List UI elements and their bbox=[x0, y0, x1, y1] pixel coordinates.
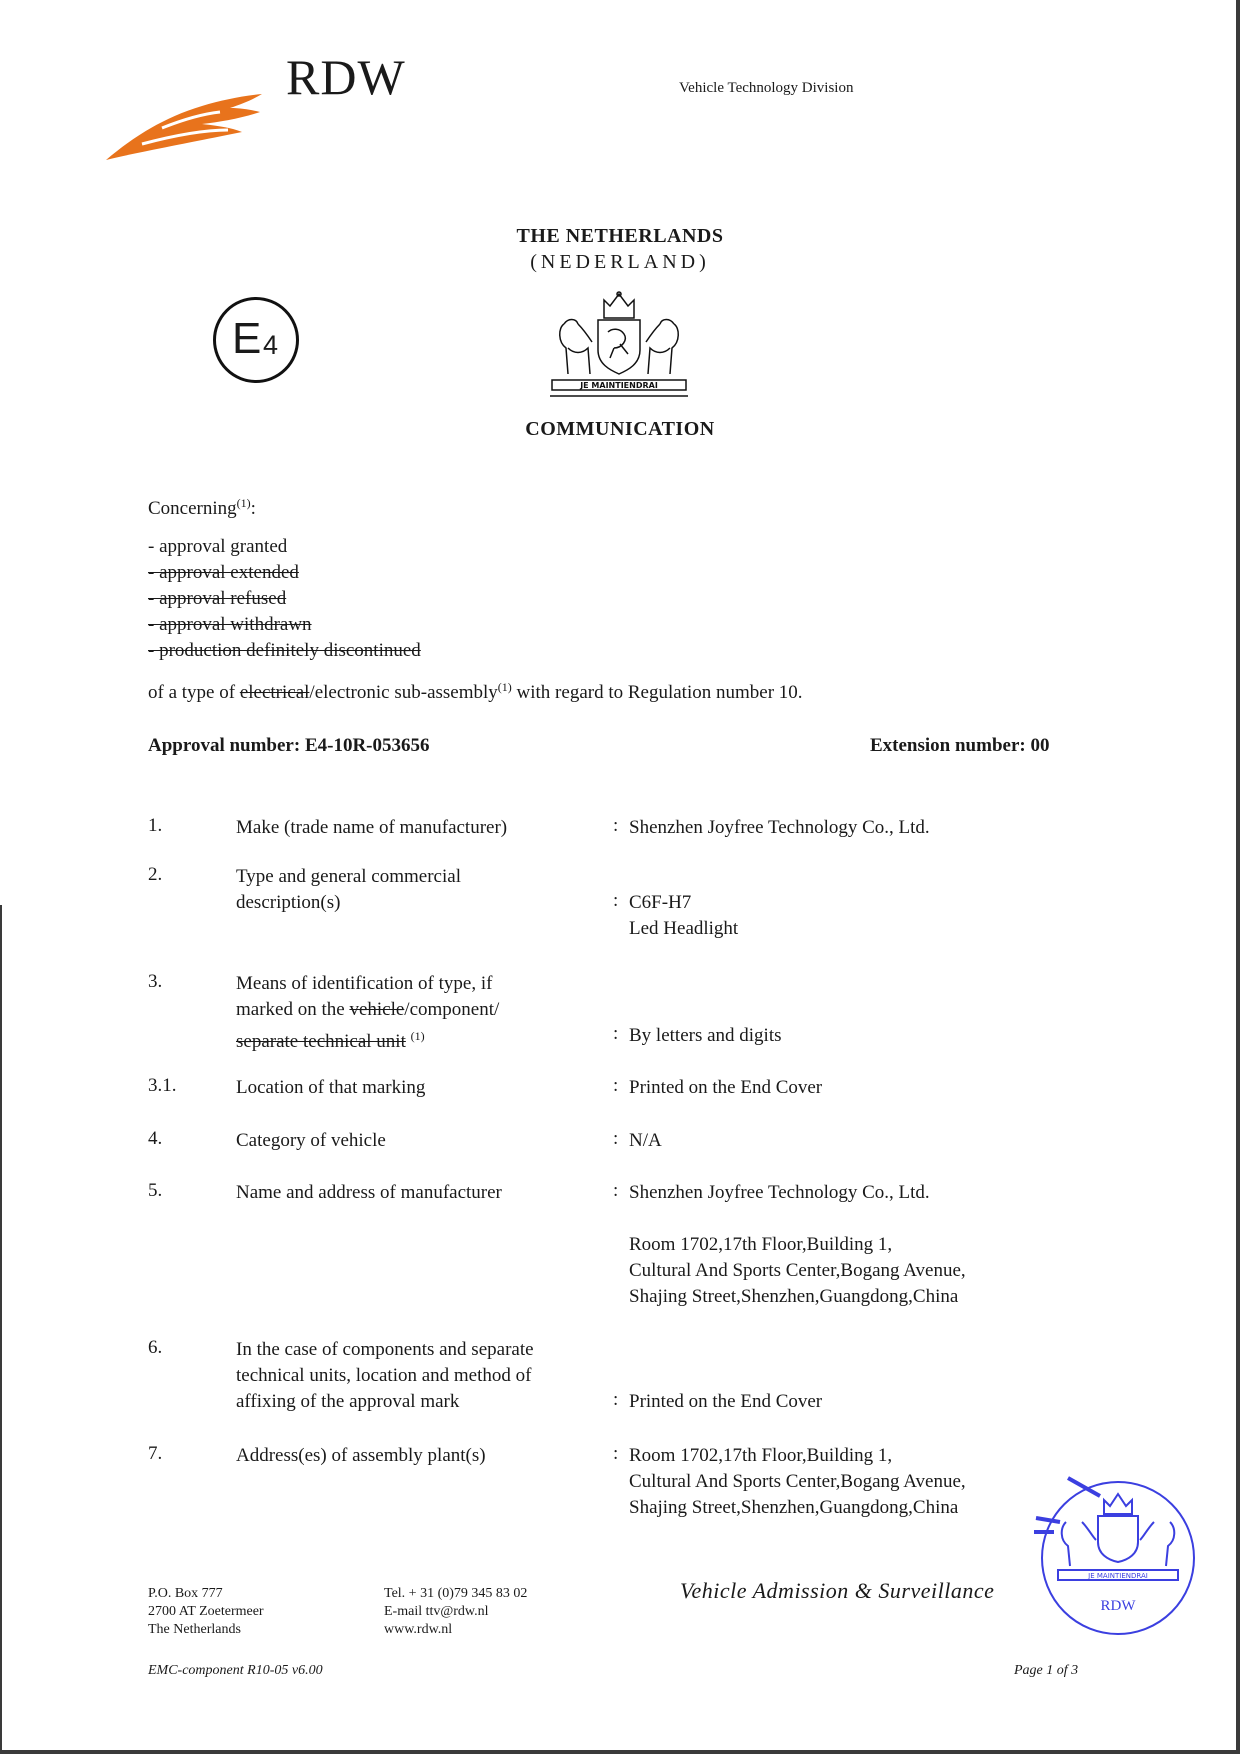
concerning-label: Concerning$^{(1)}$: bbox=[148, 496, 256, 519]
status-item-granted: - approval granted bbox=[148, 536, 288, 557]
item-label: Type and general commercial description(s) bbox=[236, 866, 461, 913]
item-value: Shenzhen Joyfree Technology Co., Ltd. bbox=[629, 817, 930, 838]
e-mark-letter: E bbox=[232, 314, 262, 363]
item-number: 4. bbox=[148, 1128, 163, 1149]
item-value: By letters and digits bbox=[629, 1025, 782, 1046]
item-number: 7. bbox=[148, 1443, 163, 1464]
item-label: Means of identification of type, if marked on the vehicle/component/ separate technical unit $^{(1)}$ bbox=[236, 973, 500, 1052]
item-number: 6. bbox=[148, 1337, 163, 1358]
item-value: N/A bbox=[629, 1130, 662, 1151]
item-separator: : bbox=[613, 1023, 619, 1044]
type-regulation-line: of a type of electrical/electronic sub-assembly$^{(1)}$ with regard to Regulation number 10. bbox=[148, 680, 803, 703]
page-number: Page 1 of 3 bbox=[1014, 1663, 1079, 1678]
extension-number: Extension number: 00 bbox=[870, 735, 1050, 756]
footer-contact: Tel. + 31 (0)79 345 83 02 E-mail ttv@rdw.nl www.rdw.nl bbox=[384, 1586, 528, 1637]
item-value: C6F-H7 Led Headlight bbox=[629, 892, 739, 939]
coat-of-arms-icon bbox=[548, 288, 690, 400]
status-item-withdrawn: - approval withdrawn bbox=[148, 614, 312, 635]
item-label: Make (trade name of manufacturer) bbox=[236, 817, 508, 838]
footer-tagline: Vehicle Admission & Surveillance bbox=[680, 1578, 995, 1603]
assembly-plant-address: Room 1702,17th Floor,Building 1, Cultural And Sports Center,Bogang Avenue, Shajing Street,Shenzhen,Guangdong,China bbox=[629, 1445, 966, 1518]
rdw-stamp-icon bbox=[1030, 1470, 1202, 1642]
stamp-motto: JE MAINTIENDRAI bbox=[1088, 1572, 1148, 1580]
item-label: Category of vehicle bbox=[236, 1130, 386, 1151]
item-separator: : bbox=[613, 1128, 619, 1149]
item-separator: : bbox=[613, 815, 619, 836]
manufacturer-address: Room 1702,17th Floor,Building 1, Cultural And Sports Center,Bogang Avenue, Shajing Street,Shenzhen,Guangdong,China bbox=[629, 1234, 966, 1307]
e4-approval-mark bbox=[213, 297, 299, 383]
item-value: Printed on the End Cover bbox=[629, 1077, 823, 1098]
page-title: COMMUNICATION bbox=[525, 418, 715, 440]
status-item-extended: - approval extended bbox=[148, 562, 299, 583]
division-label: Vehicle Technology Division bbox=[679, 80, 854, 96]
approval-number: Approval number: E4-10R-053656 bbox=[148, 735, 430, 756]
page-edge bbox=[1236, 0, 1240, 1754]
item-separator: : bbox=[613, 1180, 619, 1201]
item-label: In the case of components and separate technical units, location and method of affixing of the approval mark bbox=[236, 1339, 534, 1412]
item-number: 3. bbox=[148, 971, 163, 992]
footer-postal-address: P.O. Box 777 2700 AT Zoetermeer The Netherlands bbox=[148, 1586, 264, 1637]
item-value: Printed on the End Cover bbox=[629, 1391, 823, 1412]
logo-text: RDW bbox=[286, 49, 406, 105]
country-native-name: (NEDERLAND) bbox=[530, 251, 710, 273]
coat-of-arms-motto: JE MAINTIENDRAI bbox=[580, 381, 658, 390]
item-number: 3.1. bbox=[148, 1075, 177, 1096]
item-value: Shenzhen Joyfree Technology Co., Ltd. bbox=[629, 1182, 930, 1203]
rdw-logo-icon bbox=[102, 78, 267, 164]
item-separator: : bbox=[613, 1443, 619, 1464]
item-number: 2. bbox=[148, 864, 163, 885]
form-id: EMC-component R10-05 v6.00 bbox=[148, 1663, 323, 1678]
e-mark-number: 4 bbox=[263, 330, 279, 360]
item-number: 5. bbox=[148, 1180, 163, 1201]
item-label: Address(es) of assembly plant(s) bbox=[236, 1445, 486, 1466]
item-label: Name and address of manufacturer bbox=[236, 1182, 502, 1203]
stamp-text: RDW bbox=[1100, 1598, 1136, 1614]
item-separator: : bbox=[613, 1389, 619, 1410]
item-separator: : bbox=[613, 1075, 619, 1096]
country-name: THE NETHERLANDS bbox=[516, 225, 724, 247]
item-number: 1. bbox=[148, 815, 163, 836]
page-edge bbox=[0, 905, 2, 1754]
status-item-refused: - approval refused bbox=[148, 588, 287, 609]
page-edge bbox=[0, 1750, 1240, 1754]
item-label: Location of that marking bbox=[236, 1077, 426, 1098]
status-item-discontinued: - production definitely discontinued bbox=[148, 640, 421, 661]
item-separator: : bbox=[613, 890, 619, 911]
